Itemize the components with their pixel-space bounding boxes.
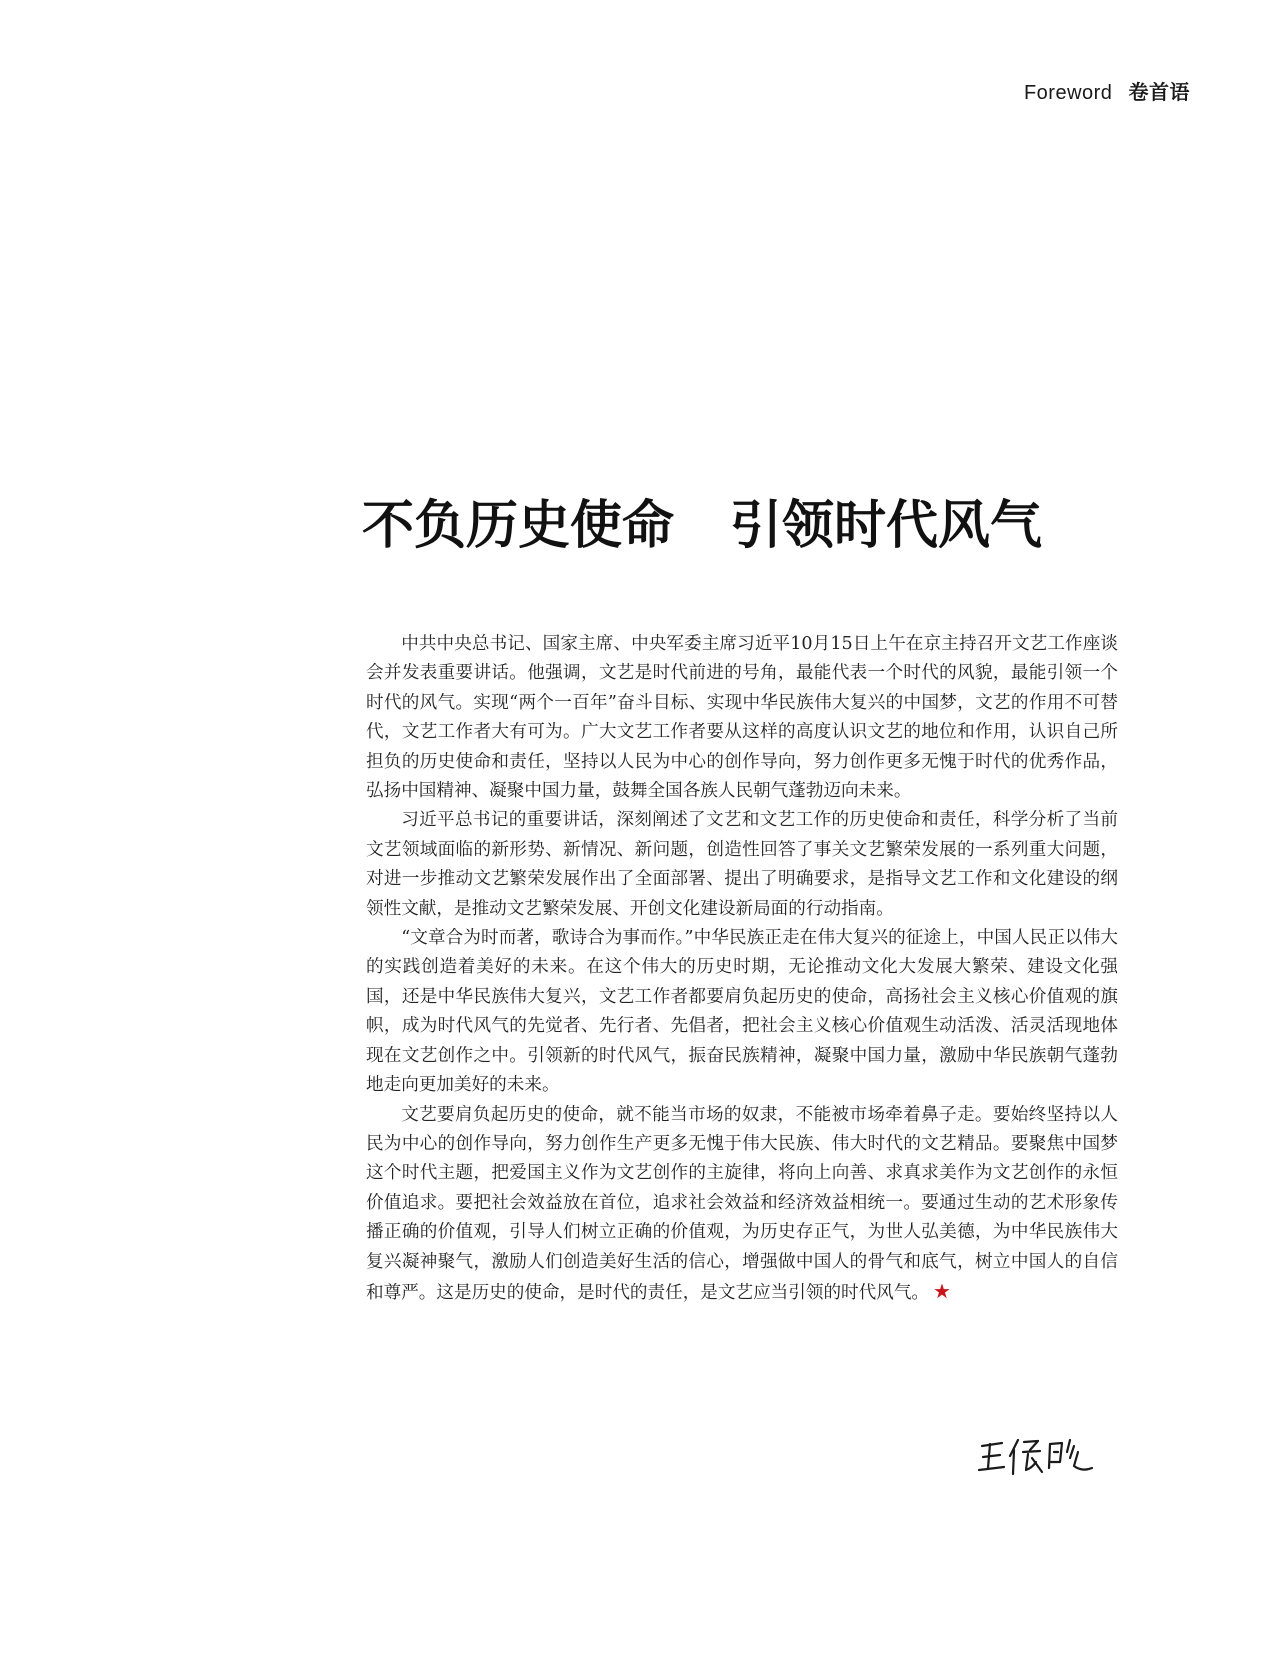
section-label-en: Foreword (1023, 82, 1113, 104)
article-body (366, 630, 1118, 1308)
article-title-part1: 不负历史使命 (362, 495, 675, 556)
page-header (1024, 76, 1190, 105)
article-paragraph-4-text: 文艺要肩负起历史的使命，就不能当市场的奴隶，不能被市场牵着鼻子走。要始终坚持以人民为中心的创作导向，努力创作生产更多无愧于伟大民族、伟大时代的文艺精品。要聚焦中国梦这个时代主题，把爱国主义作为文艺创作的主旋律，将向上向善、求真求美作为文艺创作的永恒价值追求。要把社会效益放在首位，追求社会效益和经济效益相统一。要通过生动的艺术形象传播正确的价值观，引导人们树立正确的价值观，为历史存正气，为世人弘美德，为中华民族伟大复兴凝神聚气，激励人们创造美好生活的信心，增强做中国人的骨气和底气，树立中国人的自信和尊严。这是历史的使命，是时代的责任，是文艺应当引领的时代风气。 (366, 1104, 1118, 1303)
article-paragraph-4 (366, 1101, 1118, 1309)
article-title-part2: 引领时代风气 (730, 495, 1043, 556)
section-label-cn: 卷首语 (1128, 80, 1190, 104)
article-paragraph-3: “文章合为时而著，歌诗合为事而作。”中华民族正走在伟大复兴的征途上，中国人民正以伟大的实践创造着美好的未来。在这个伟大的历史时期，无论推动文化大发展大繁荣、建设文化强国，还是中华民族伟大复兴，文艺工作者都要肩负起历史的使命，高扬社会主义核心价值观的旗帜，成为时代风气的先觉者、先行者、先倡者，把社会主义核心价值观生动活泼、活灵活现地体现在文艺创作之中。引领新的时代风气，振奋民族精神，凝聚中国力量，激励中华民族朝气蓬勃地走向更加美好的未来。 (366, 928, 1118, 1096)
author-signature (976, 1432, 1096, 1482)
article-title (362, 495, 1122, 557)
article-paragraph-1: 中共中央总书记、国家主席、中央军委主席习近平10月15日上午在京主持召开文艺工作座谈会并发表重要讲话。他强调，文艺是时代前进的号角，最能代表一个时代的风貌，最能引领一个时代的风气。实现“两个一百年”奋斗目标、实现中华民族伟大复兴的中国梦，文艺的作用不可替代，文艺工作者大有可为。广大文艺工作者要从这样的高度认识文艺的地位和作用，认识自己所担负的历史使命和责任，坚持以人民为中心的创作导向，努力创作更多无愧于时代的优秀作品，弘扬中国精神、凝聚中国力量，鼓舞全国各族人民朝气蓬勃迈向未来。 (366, 634, 1118, 802)
article-paragraph-2: 习近平总书记的重要讲话，深刻阐述了文艺和文艺工作的历史使命和责任，科学分析了当前文艺领域面临的新形势、新情况、新问题，创造性回答了事关文艺繁荣发展的一系列重大问题，对进一步推动文艺繁荣发展作出了全面部署、提出了明确要求，是指导文艺工作和文化建设的纲领性文献，是推动文艺繁荣发展、开创文化建设新局面的行动指南。 (366, 810, 1118, 919)
end-star-icon: ★ (933, 1278, 951, 1303)
